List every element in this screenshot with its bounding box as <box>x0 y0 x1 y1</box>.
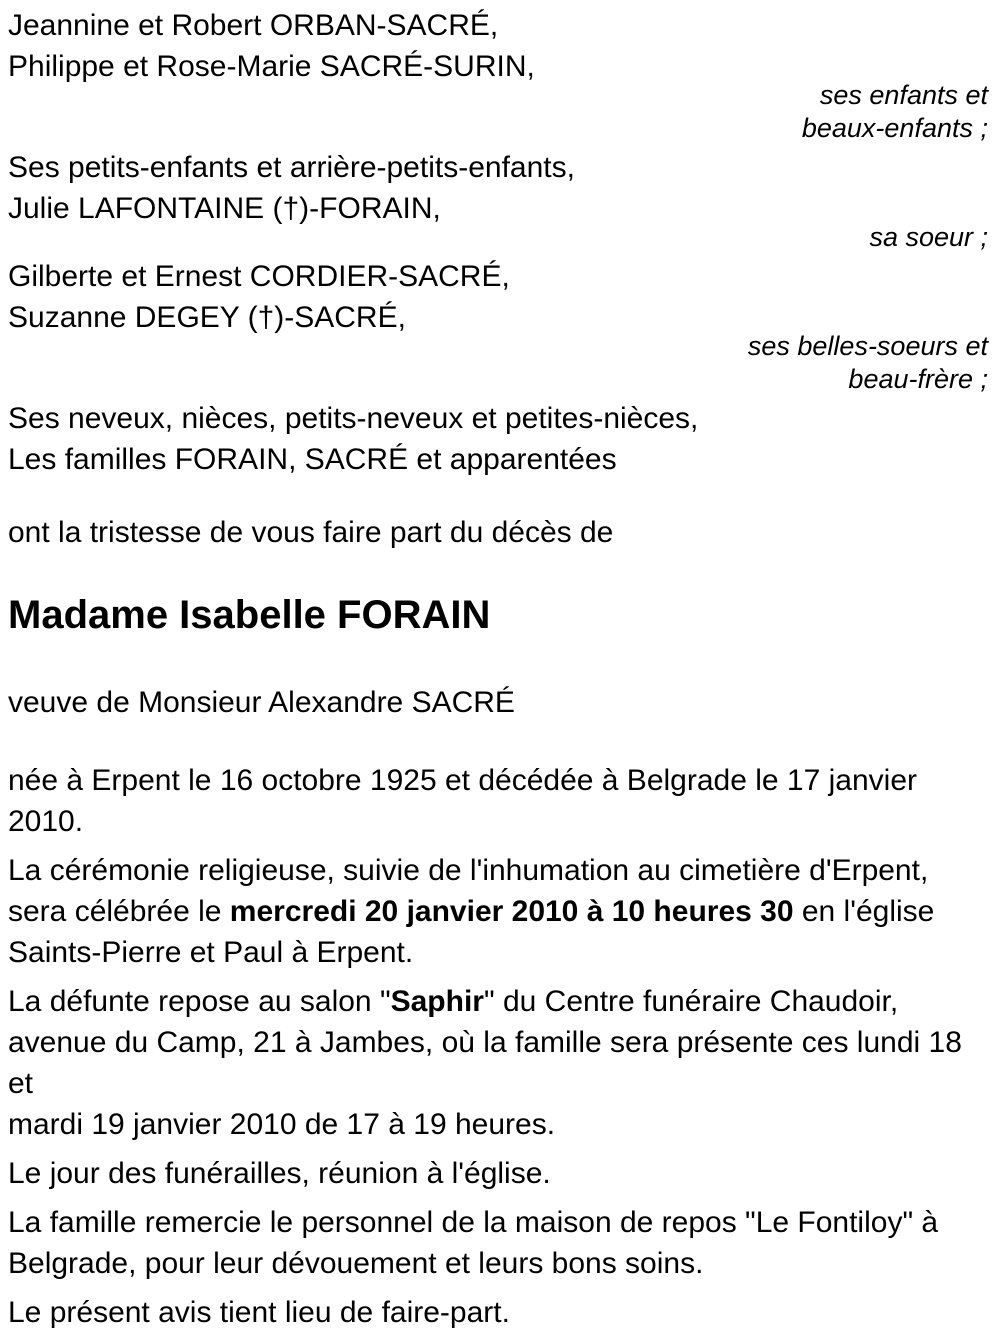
body-line <box>8 1104 988 1145</box>
widow-line: veuve de Monsieur Alexandre SACRÉ <box>8 686 515 719</box>
body-line <box>8 850 988 891</box>
relation-line: beau-frère ; <box>848 364 988 394</box>
body-line <box>8 1292 988 1333</box>
ceremony-datetime: mercredi 20 janvier 2010 à 10 heures 30 <box>229 895 794 928</box>
body-text: La défunte repose au salon " <box>8 985 391 1018</box>
body-line <box>8 1022 988 1104</box>
relation-group <box>8 330 988 396</box>
relation-group <box>8 79 988 145</box>
family-line: Gilberte et Ernest CORDIER-SACRÉ, <box>8 260 510 293</box>
body-text: Belgrade, pour leur dévouement et leurs bons soins. <box>8 1247 704 1280</box>
body-line <box>8 1202 988 1243</box>
deceased-name: Madame Isabelle FORAIN <box>8 593 491 637</box>
body-line <box>8 891 988 932</box>
family-line: Julie LAFONTAINE (†)-FORAIN, <box>8 192 441 225</box>
announcement-line: ont la tristesse de vous faire part du décès de <box>8 516 614 549</box>
relation-line: beaux-enfants ; <box>801 113 988 143</box>
relation-line: ses enfants et <box>819 80 988 110</box>
body-text: " du Centre funéraire Chaudoir, <box>483 985 899 1018</box>
body-text: mardi 19 janvier 2010 de 17 à 19 heures. <box>8 1108 556 1141</box>
family-line: Suzanne DEGEY (†)-SACRÉ, <box>8 301 406 334</box>
body-line <box>8 760 988 842</box>
family-line: Ses petits-enfants et arrière-petits-enfants, <box>8 151 575 184</box>
family-line: Jeannine et Robert ORBAN-SACRÉ, <box>8 9 499 42</box>
body-text: en l'église <box>793 895 935 928</box>
body-text: née à Erpent le 16 octobre 1925 et décédée à Belgrade le 17 janvier 2010. <box>8 764 917 838</box>
body-text: La famille remercie le personnel de la maison de repos "Le Fontiloy" à <box>8 1206 939 1239</box>
relation-line: sa soeur ; <box>869 222 988 252</box>
funeral-salon-name: Saphir <box>390 985 484 1018</box>
body-text: avenue du Camp, 21 à Jambes, où la famille sera présente ces lundi 18 et <box>8 1026 962 1100</box>
family-line: Philippe et Rose-Marie SACRÉ-SURIN, <box>8 50 535 83</box>
body-line <box>8 1153 988 1194</box>
family-line: Les familles FORAIN, SACRÉ et apparentées <box>8 443 617 476</box>
body-line <box>8 932 988 973</box>
body-text: Le présent avis tient lieu de faire-part. <box>8 1296 510 1329</box>
body-text: Saints-Pierre et Paul à Erpent. <box>8 936 414 969</box>
body-line <box>8 981 988 1022</box>
body-text: Le jour des funérailles, réunion à l'église. <box>8 1157 551 1190</box>
body-text: sera célébrée le <box>8 895 230 928</box>
body-line <box>8 1243 988 1284</box>
body-text: La cérémonie religieuse, suivie de l'inhumation au cimetière d'Erpent, <box>8 854 929 887</box>
relation-line: ses belles-soeurs et <box>747 331 988 361</box>
family-line: Ses neveux, nièces, petits-neveux et petites-nièces, <box>8 402 699 435</box>
